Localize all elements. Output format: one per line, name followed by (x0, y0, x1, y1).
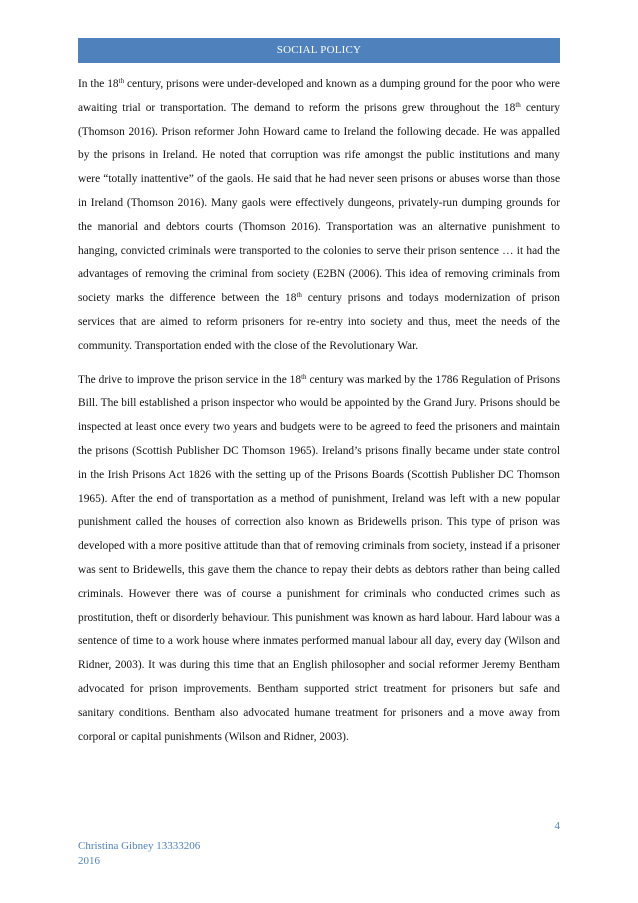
header-title: SOCIAL POLICY (78, 38, 560, 63)
p1-text-a: In the 18 (78, 78, 119, 90)
p1-text-b: century, prisons were under-developed and known as a dumping ground for the poor who were awaiting trial or transportation. The demand to reform the prisons grew throughout the 18 (78, 78, 560, 114)
footer-year: 2016 (78, 855, 100, 867)
page-number: 4 (554, 820, 560, 832)
p1-sup-c: th (296, 291, 302, 300)
p1-sup-a: th (118, 77, 125, 85)
p2-text-a: The drive to improve the prison service in the 18 (78, 373, 302, 386)
p1-text-d: century prisons and todays modernization of prison services that are aimed to reform prisoners for re-entry into society and thus, meet the needs of the community. Transportation ended with the close of the Revolutionary War. (78, 292, 560, 352)
footer-author: Christina Gibney 13333206 (78, 840, 201, 852)
p1-text-c: century (Thomson 2016). Prison reformer John Howard came to Ireland the following decade. He was appalled by the prisons in Ireland. He noted that corruption was rife amongst the public institutions and many were “totally inattentive” of the gaols. He said that he had never seen prisons or abuses worse than those in Ireland (Thomson 2016). Many gaols were effectively dungeons, privately-run dumping grounds for the manorial and debtors courts (Thomson 2016). Transportation was an alternative punishment to hanging, convicted criminals were transported to the colonies to serve their prison sentence … it had the advantages of removing the criminal from society (E2BN (2006). This idea of removing criminals from society marks the difference between the 18 (78, 101, 560, 305)
body-text (78, 73, 560, 749)
paragraph-1 (78, 73, 560, 359)
p2-text-b: century was marked by the 1786 Regulation of Prisons Bill. The bill established a prison inspector who would be appointed by the Grand Jury. Prisons should be inspected at least once every two years and budgets were to be agreed to feed the prisoners and maintain the prisons (Scottish Publisher DC Thomson 1965). Ireland’s prisons finally became under state control in the Irish Prisons Act 1826 with the setting up of the Prisons Boards (Scottish Publisher DC Thomson 1965). After the end of transportation as a method of punishment, Ireland was left with a new popular punishment called the houses of correction also known as Bridewells prison. This type of prison was developed with a more positive attitude than that of removing criminals from society, instead if a prisoner was sent to Bridewells, this gave them the chance to repay their debts as debtors rather than being called criminals. However there was of course a punishment for criminals who conducted crimes such as prostitution, theft or disorderly behaviour. This punishment was known as hard labour. Hard labour was a sentence of time to a work house where inmates performed manual labour all day, every day (Wilson and Ridner, 2003). It was during this time that an English philosopher and social reformer Jeremy Bentham advocated for prison improvements. Bentham supported strict treatment for prisoners but safe and sanitary conditions. Bentham also advocated humane treatment for prisoners and a move away from corporal or capital punishments (Wilson and Ridner, 2003). (78, 373, 560, 743)
p2-sup-a: th (301, 372, 307, 381)
paragraph-2 (78, 369, 560, 750)
footer (78, 839, 200, 869)
p1-sup-b: th (515, 100, 521, 109)
